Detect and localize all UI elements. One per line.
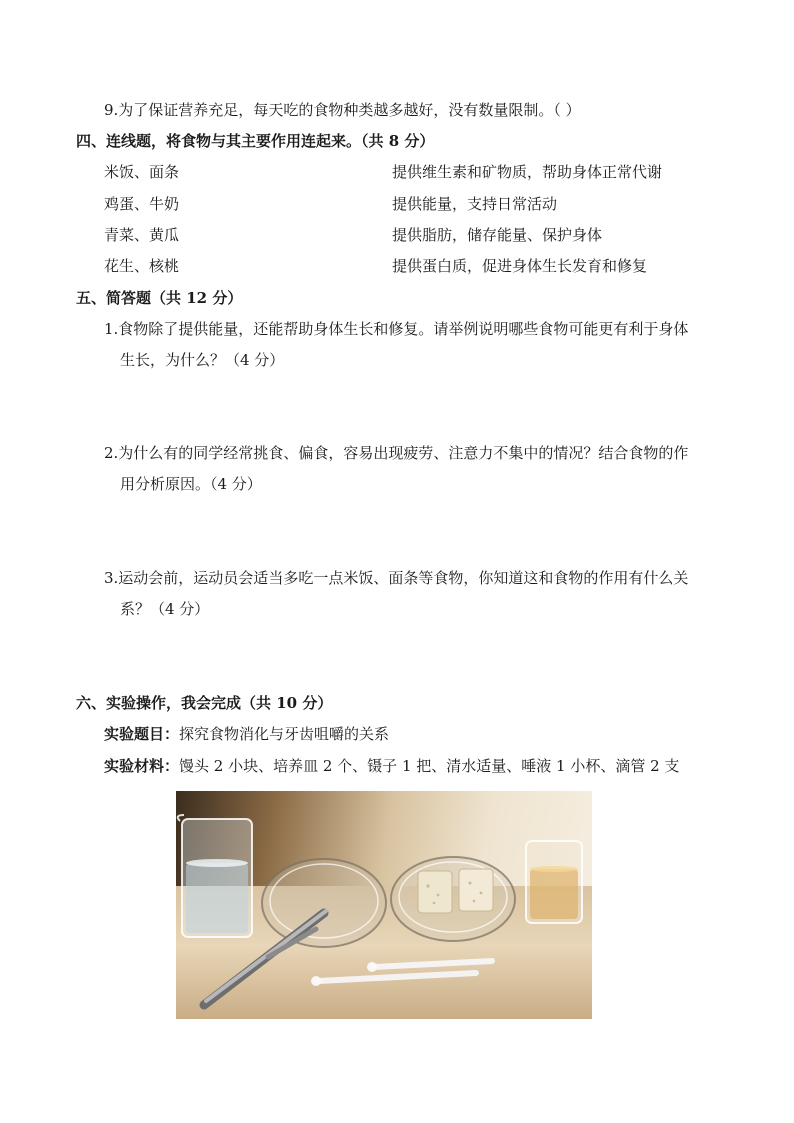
function-item: 提供能量，支持日常活动 — [392, 195, 558, 213]
question-5-2-line1: 2.为什么有的同学经常挑食、偏食，容易出现疲劳、注意力不集中的情况？结合食物的作 — [104, 444, 689, 462]
food-item: 鸡蛋、牛奶 — [104, 195, 180, 213]
function-item: 提供维生素和矿物质，帮助身体正常代谢 — [392, 163, 663, 181]
question-5-1-line1: 1.食物除了提供能量，还能帮助身体生长和修复。请举例说明哪些食物可能更有利于身体 — [104, 320, 689, 338]
lab-items-illustration — [176, 791, 592, 1019]
section-5-title: 五、简答题（共 12 分） — [76, 289, 243, 307]
function-item: 提供脂肪，储存能量、保护身体 — [392, 226, 603, 244]
experiment-materials-value: 馒头 2 小块、培养皿 2 个、镊子 1 把、清水适量、唾液 1 小杯、滴管 2 支 — [179, 757, 680, 775]
food-item: 青菜、黄瓜 — [104, 226, 180, 244]
food-item: 花生、核桃 — [104, 257, 180, 275]
question-5-3-line1: 3.运动会前，运动员会适当多吃一点米饭、面条等食物，你知道这和食物的作用有什么关 — [104, 569, 689, 587]
question-5-1-line2: 生长，为什么？（4 分） — [120, 351, 285, 369]
function-item: 提供蛋白质，促进身体生长发育和修复 — [392, 257, 648, 275]
food-item: 米饭、面条 — [104, 163, 180, 181]
petri-dish-empty — [262, 859, 386, 947]
experiment-topic-label: 实验题目： — [104, 725, 180, 743]
question-5-2-line2: 用分析原因。（4 分） — [120, 475, 262, 493]
experiment-topic-value: 探究食物消化与牙齿咀嚼的关系 — [179, 725, 390, 743]
water-beaker — [178, 815, 252, 937]
section-6-title: 六、实验操作，我会完成（共 10 分） — [76, 694, 333, 712]
question-9: 9.为了保证营养充足，每天吃的食物种类越多越好，没有数量限制。（ ） — [104, 101, 581, 119]
experiment-materials-photo — [176, 791, 592, 1019]
question-5-3-line2: 系？（4 分） — [120, 600, 210, 618]
experiment-materials — [104, 756, 679, 776]
experiment-topic — [104, 724, 389, 744]
experiment-materials-label: 实验材料： — [104, 757, 180, 775]
droppers — [311, 961, 492, 986]
petri-dish-bread — [391, 857, 515, 941]
saliva-beaker — [526, 841, 582, 923]
section-4-title: 四、连线题，将食物与其主要作用连起来。（共 8 分） — [76, 132, 435, 150]
